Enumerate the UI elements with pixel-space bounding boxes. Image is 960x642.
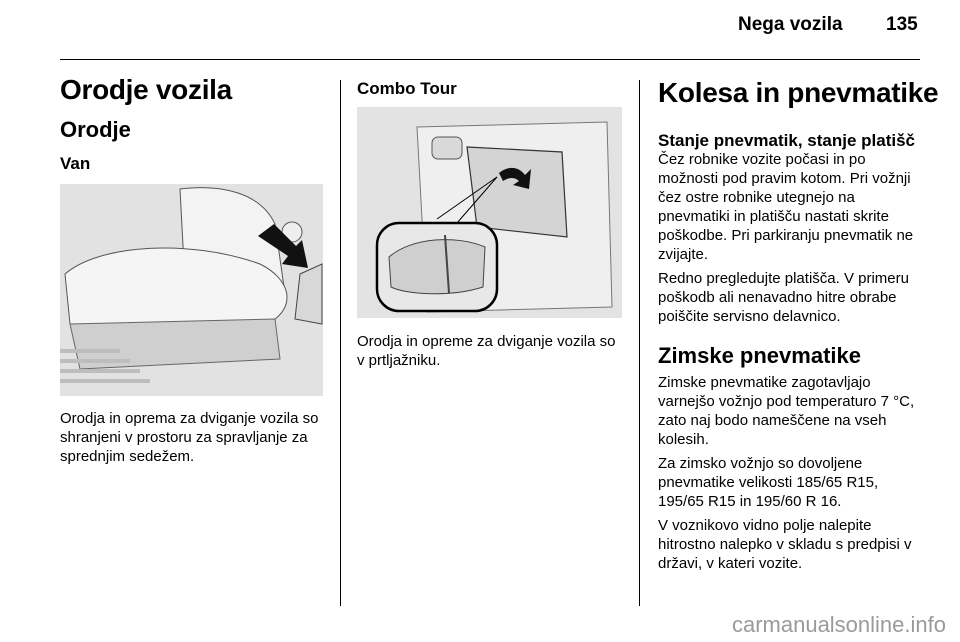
seat-drawing bbox=[60, 184, 323, 396]
combo-tour-heading: Combo Tour bbox=[357, 79, 457, 98]
winter-tyres-paragraph-3: V voznikovo vidno polje nalepite hitrostno nalepko v skladu s predpisi v državi, v kateri vozite. bbox=[658, 517, 912, 572]
header-divider bbox=[60, 59, 920, 60]
combo-tour-illustration bbox=[357, 107, 622, 318]
wheels-tyres-title: Kolesa in pnevmatike bbox=[658, 77, 939, 108]
van-caption: Orodja in oprema za dviganje vozila so shranjeni v prostoru za spravljanje za sprednjim sedežem. bbox=[60, 410, 319, 465]
van-seat-illustration bbox=[60, 184, 323, 396]
watermark: carmanualsonline.info bbox=[731, 612, 946, 637]
tyre-condition-paragraph-2: Redno pregledujte platišča. V primeru poškodb ali nenavadno hitre obrabe poiščite servisno delavnico. bbox=[658, 270, 909, 325]
combo-tour-caption: Orodja in opreme za dviganje vozila so v prtljažniku. bbox=[357, 333, 616, 369]
section-title: Orodje vozila bbox=[60, 74, 232, 105]
winter-tyres-paragraph-1: Zimske pnevmatike zagotavljajo varnejšo vožnjo pod temperaturo 7 °C, zato naj bodo nameščene na vseh kolesih. bbox=[658, 374, 915, 448]
column-divider-2 bbox=[639, 80, 640, 606]
tyre-condition-heading: Stanje pnevmatik, stanje platišč bbox=[658, 131, 915, 150]
tyre-condition-text bbox=[658, 150, 920, 331]
winter-tyres-paragraph-2: Za zimsko vožnjo so dovoljene pnevmatike velikosti 185/65 R15, 195/65 R15 in 195/60 R 16. bbox=[658, 455, 879, 510]
tyre-condition-paragraph-1: Čez robnike vozite počasi in po možnosti pod pravim kotom. Pri vožnji čez ostre robnike utegnejo na pnevmatiki in platišču nastati skrite poškodbe. Pri parkiranju pnevmatik ne zvijajte. bbox=[658, 151, 914, 263]
page-number: 135 bbox=[886, 14, 918, 35]
winter-tyres-text bbox=[658, 373, 920, 578]
van-heading: Van bbox=[60, 154, 91, 173]
winter-tyres-heading: Zimske pnevmatike bbox=[658, 343, 861, 368]
subsection-title: Orodje bbox=[60, 117, 131, 142]
column-divider-1 bbox=[340, 80, 341, 606]
trunk-drawing bbox=[357, 107, 622, 318]
running-header-title: Nega vozila bbox=[738, 14, 843, 35]
